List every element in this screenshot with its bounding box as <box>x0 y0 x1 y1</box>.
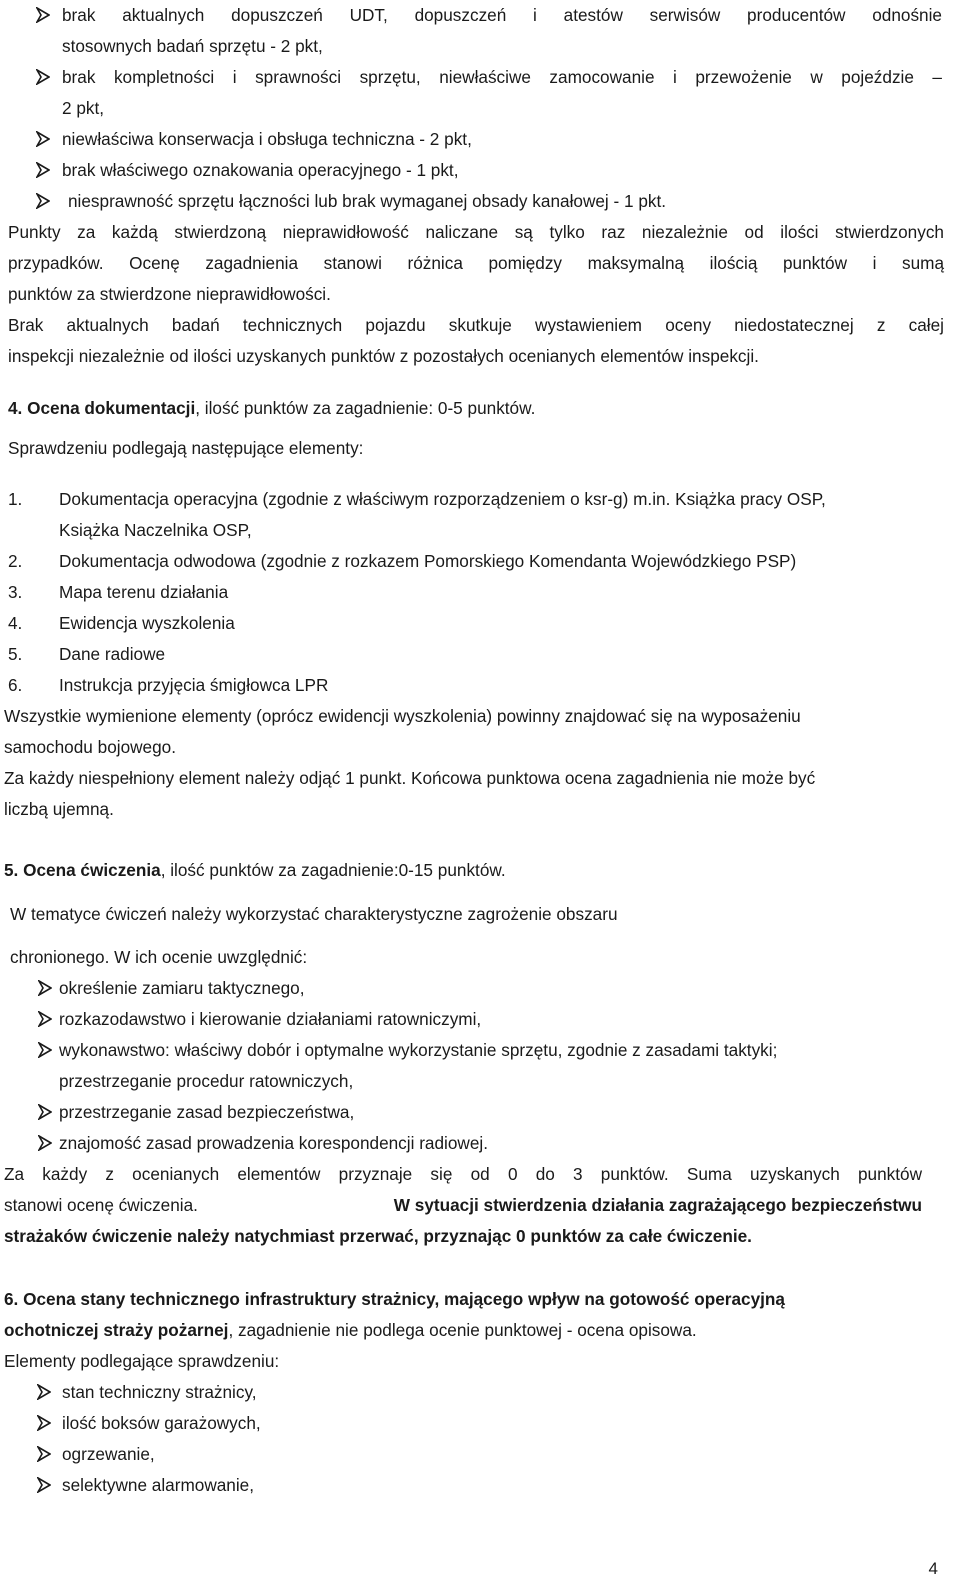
list-item-text: ogrzewanie, <box>62 1444 155 1464</box>
list-number: 1. <box>8 489 23 509</box>
arrow-bullet-icon <box>37 1384 51 1400</box>
paragraph-line: punktów za stwierdzone nieprawidłowości. <box>8 284 331 304</box>
paragraph-line: Wszystkie wymienione elementy (oprócz ewidencji wyszkolenia) powinny znajdować się na wyposażeniu <box>4 706 801 726</box>
section-intro: Sprawdzeniu podlegają następujące elementy: <box>8 438 364 458</box>
arrow-bullet-icon <box>37 1415 51 1431</box>
list-number: 6. <box>8 675 23 695</box>
list-item-text: Dane radiowe <box>59 644 166 664</box>
section-intro: W tematyce ćwiczeń należy wykorzystać charakterystyczne zagrożenie obszaru <box>10 904 618 924</box>
list-item-text: przestrzeganie procedur ratowniczych, <box>59 1071 354 1091</box>
arrow-bullet-icon <box>36 162 50 178</box>
paragraph-line-bold: strażaków ćwiczenie należy natychmiast przerwać, przyznając 0 punktów za całe ćwiczenie. <box>4 1226 752 1246</box>
arrow-bullet-icon <box>37 1477 51 1493</box>
paragraph-line: Punkty za każdą stwierdzoną nieprawidłowość naliczane są tylko raz niezależnie od ilości stwierdzonych <box>8 222 944 242</box>
list-item-text: selektywne alarmowanie, <box>62 1475 255 1495</box>
list-item-text: stan techniczny strażnicy, <box>62 1382 257 1402</box>
list-item-text: brak właściwego oznakowania operacyjnego - 1 pkt, <box>62 160 459 180</box>
arrow-bullet-icon <box>38 980 52 996</box>
list-item-text: niesprawność sprzętu łączności lub brak wymaganej obsady kanałowej - 1 pkt. <box>68 191 667 211</box>
arrow-bullet-icon <box>38 1042 52 1058</box>
section-heading-rest: , ilość punktów za zagadnienie: 0-5 punktów. <box>195 398 536 418</box>
list-item-text: wykonawstwo: właściwy dobór i optymalne wykorzystanie sprzętu, zgodnie z zasadami taktyki; <box>59 1040 778 1060</box>
section-heading-bold: ochotniczej straży pożarnej <box>4 1320 229 1340</box>
arrow-bullet-icon <box>37 1446 51 1462</box>
paragraph-line <box>4 1190 922 1221</box>
section-heading-rest: , ilość punktów za zagadnienie:0-15 punktów. <box>160 860 506 880</box>
arrow-bullet-icon <box>36 193 50 209</box>
section-heading <box>8 393 535 424</box>
section-heading-bold: 4. Ocena dokumentacji <box>8 398 196 418</box>
list-item-text: Ewidencja wyszkolenia <box>59 613 235 633</box>
list-item-text: znajomość zasad prowadzenia korespondencji radiowej. <box>59 1133 488 1153</box>
paragraph-line: inspekcji niezależnie od ilości uzyskanych punktów z pozostałych ocenianych elementów inspekcji. <box>8 346 759 366</box>
list-item-text: Dokumentacja odwodowa (zgodnie z rozkazem Pomorskiego Komendanta Wojewódzkiego PSP) <box>59 551 797 571</box>
arrow-bullet-icon <box>38 1104 52 1120</box>
list-item-text: Instrukcja przyjęcia śmigłowca LPR <box>59 675 329 695</box>
list-number: 3. <box>8 582 23 602</box>
list-item-text: Książka Naczelnika OSP, <box>59 520 252 540</box>
list-item-text: określenie zamiaru taktycznego, <box>59 978 305 998</box>
arrow-bullet-icon <box>36 7 50 23</box>
section-heading <box>4 1315 697 1346</box>
section-heading <box>4 855 506 886</box>
page-number: 4 <box>928 1559 938 1578</box>
arrow-bullet-icon <box>38 1011 52 1027</box>
paragraph-line: Za każdy niespełniony element należy odjąć 1 punkt. Końcowa punktowa ocena zagadnienia nie może być <box>4 768 816 788</box>
paragraph-text-bold: W sytuacji stwierdzenia działania zagrażającego bezpieczeństwu <box>393 1195 922 1215</box>
list-item-text: Mapa terenu działania <box>59 582 229 602</box>
arrow-bullet-icon <box>36 131 50 147</box>
list-item-text: przestrzeganie zasad bezpieczeństwa, <box>59 1102 355 1122</box>
paragraph-line: Za każdy z ocenianych elementów przyznaje się od 0 do 3 punktów. Suma uzyskanych punktów <box>4 1164 922 1184</box>
section-intro: Elementy podlegające sprawdzeniu: <box>4 1351 280 1371</box>
paragraph-line: liczbą ujemną. <box>4 799 114 819</box>
section-heading-bold: 6. Ocena stany technicznego infrastruktury strażnicy, mającego wpływ na gotowość operacyjną <box>4 1289 785 1309</box>
section-intro: chronionego. W ich ocenie uwzględnić: <box>10 947 308 967</box>
list-item-text: 2 pkt, <box>62 98 105 118</box>
list-number: 5. <box>8 644 23 664</box>
list-item-text: rozkazodawstwo i kierowanie działaniami ratowniczymi, <box>59 1009 482 1029</box>
paragraph-line: Brak aktualnych badań technicznych pojazdu skutkuje wystawieniem oceny niedostatecznej z całej <box>8 315 944 335</box>
list-item-text: niewłaściwa konserwacja i obsługa techniczna - 2 pkt, <box>62 129 472 149</box>
paragraph-line: samochodu bojowego. <box>4 737 176 757</box>
section-heading-rest: , zagadnienie nie podlega ocenie punktowej - ocena opisowa. <box>228 1320 697 1340</box>
arrow-bullet-icon <box>38 1135 52 1151</box>
list-number: 2. <box>8 551 23 571</box>
list-number: 4. <box>8 613 23 633</box>
paragraph-line: przypadków. Ocenę zagadnienia stanowi różnica pomiędzy maksymalną ilością punktów i sumą <box>8 253 944 273</box>
list-item-text: stosownych badań sprzętu - 2 pkt, <box>62 36 323 56</box>
list-item-text: ilość boksów garażowych, <box>62 1413 261 1433</box>
section-heading-bold: 5. Ocena ćwiczenia <box>4 860 161 880</box>
paragraph-text: stanowi ocenę ćwiczenia. <box>4 1195 198 1215</box>
arrow-bullet-icon <box>36 69 50 85</box>
list-item-text: brak aktualnych dopuszczeń UDT, dopuszczeń i atestów serwisów producentów odnośnie <box>62 5 942 25</box>
list-item-text: Dokumentacja operacyjna (zgodnie z właściwym rozporządzeniem o ksr-g) m.in. Książka pracy OSP, <box>59 489 826 509</box>
list-item-text: brak kompletności i sprawności sprzętu, niewłaściwe zamocowanie i przewożenie w pojeździe – <box>62 67 942 87</box>
